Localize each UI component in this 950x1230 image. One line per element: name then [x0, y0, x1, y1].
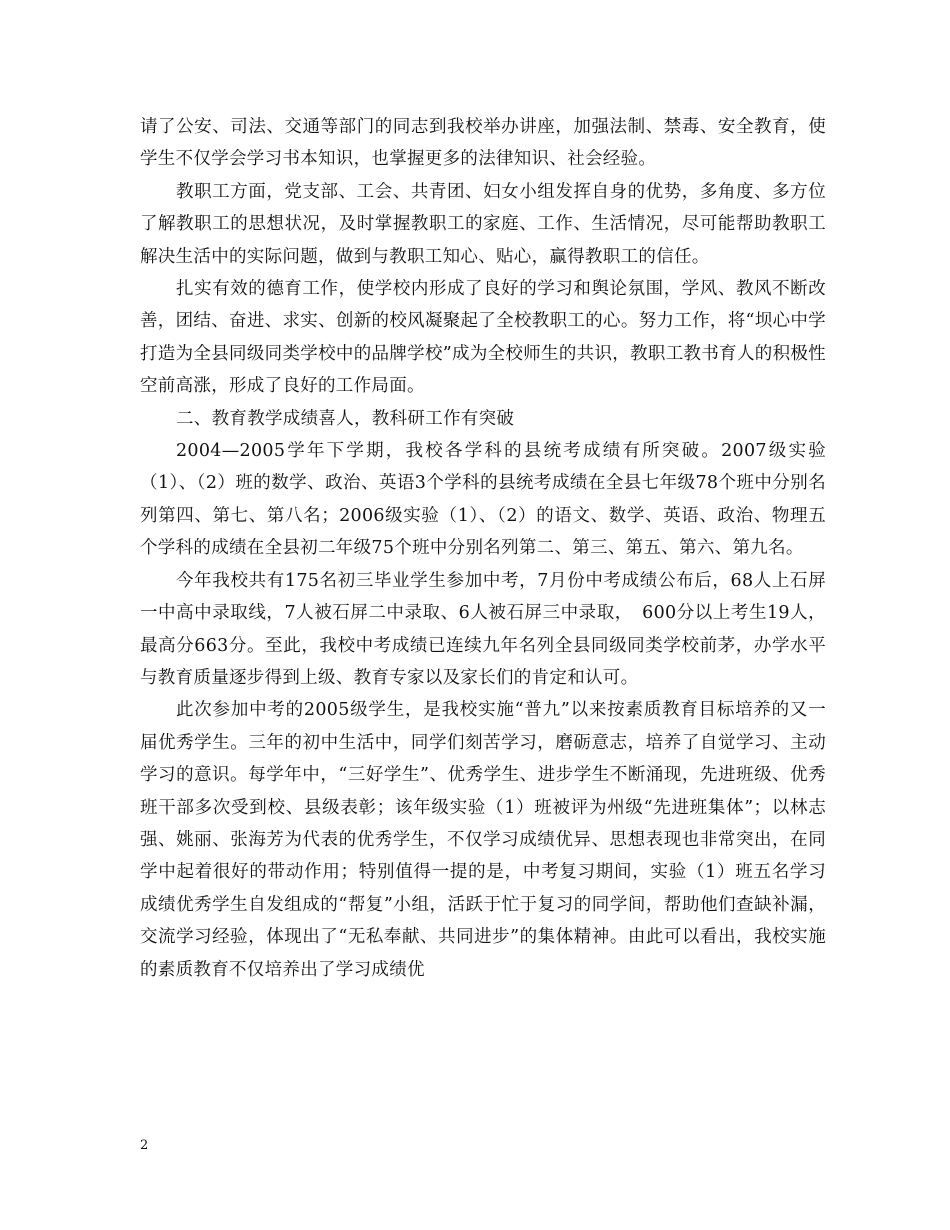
paragraph: 此次参加中考的2005级学生，是我校实施“普九”以来按素质教育目标培养的又一届优秀学生。三年的初中生活中，同学们刻苦学习，磨砺意志，培养了自觉学习、主动学习的意识。每学年中，“三好学生”、优秀学生、进步学生不断涌现，先进班级、优秀班干部多次受到校、县级表彰；该年级实验（1）班被评为州级“先进班集体”；以林志强、姚丽、张海芳为代表的优秀学生，不仅学习成绩优异、思想表现也非常突出，在同学中起着很好的带动作用；特别值得一提的是，中考复习期间，实验（1）班五名学习成绩优秀学生自发组成的“帮复”小组，活跃于忙于复习的同学间，帮助他们查缺补漏，交流学习经验，体现出了“无私奉献、共同进步”的集体精神。由此可以看出，我校实施的素质教育不仅培养出了学习成绩优	[140, 700, 826, 980]
section-heading: 二、教育教学成绩喜人，教科研工作有突破	[176, 408, 515, 429]
paragraph: 2004—2005学年下学期，我校各学科的县统考成绩有所突破。2007级实验（1）、（2）班的数学、政治、英语3个学科的县统考成绩在全县七年级78个班中分别名列第四、第七、第八名；2006级实验（1）、（2）的语文、数学、英语、政治、物理五个学科的成绩在全县初二年级75个班中分别名列第二、第三、第五、第六、第九名。	[140, 441, 826, 559]
page-number: 2	[140, 1138, 149, 1153]
document-body	[140, 111, 826, 986]
paragraph: 今年我校共有175名初三毕业学生参加中考，7月份中考成绩公布后，68人上石屏一中高中录取线，7人被石屏二中录取、6人被石屏三中录取， 600分以上考生19人，最高分663分。至此，我校中考成绩已连续九年名列全县同级同类学校前茅，办学水平与教育质量逐步得到上级、教育专家以及家长们的肯定和认可。	[140, 570, 826, 688]
paragraph: 请了公安、司法、交通等部门的同志到我校举办讲座，加强法制、禁毒、安全教育，使学生不仅学会学习书本知识，也掌握更多的法律知识、社会经验。	[140, 117, 826, 170]
paragraph: 教职工方面，党支部、工会、共青团、妇女小组发挥自身的优势，多角度、多方位了解教职工的思想状况，及时掌握教职工的家庭、工作、生活情况，尽可能帮助教职工解决生活中的实际问题，做到与教职工知心、贴心，赢得教职工的信任。	[140, 181, 826, 267]
paragraph: 扎实有效的德育工作，使学校内形成了良好的学习和舆论氛围，学风、教风不断改善，团结、奋进、求实、创新的校风凝聚起了全校教职工的心。努力工作，将“坝心中学打造为全县同级同类学校中的品牌学校”成为全校师生的共识，教职工教书育人的积极性空前高涨，形成了良好的工作局面。	[140, 279, 826, 397]
